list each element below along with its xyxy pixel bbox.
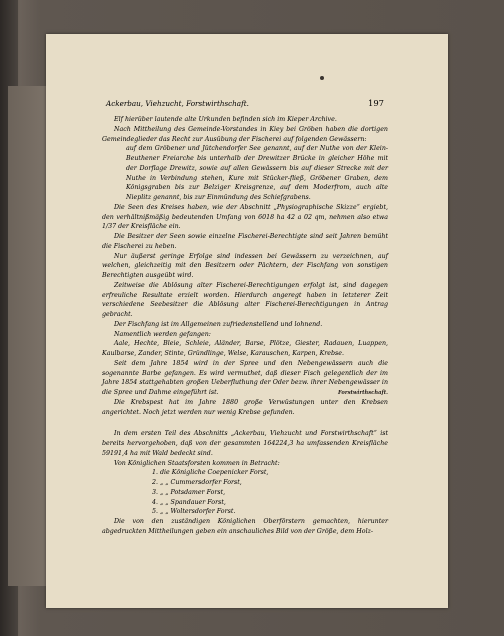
book-page: [46, 34, 448, 608]
paragraph: Die Besitzer der Seen sowie einzelne Fischerei-Berechtigte sind seit Jahren bemüht die Fischerei zu heben.: [102, 233, 388, 250]
paragraph: Zeitweise die Ablösung alter Fischerei-Berechtigungen erfolgt ist, sind dagegen erfreuliche Resultate erzielt worden. Hierdurch angeregt haben in letzterer Zeit verschiedene Seebesitzer die Ablösung alter Fischerei-Berechtigungen in Antrag gebracht.: [102, 281, 388, 318]
page-body: [102, 115, 388, 537]
page-number: 197: [368, 98, 384, 108]
forest-list-item: 3. „ „ Potsdamer Forst,: [152, 488, 226, 496]
paragraph: Die Seen des Kreises haben, wie der Abschnitt „Physiographische Skizze“ ergiebt, den verhältnißmäßig bedeutenden Umfang von 6018 ha 42 a 02 qm, nehmen also etwa 1/37 der Kreisfläche ein.: [102, 203, 388, 231]
section-intro: In dem ersten Teil des Abschnitts „Ackerbau, Viehzucht und Forstwirthschaft“ ist bereits hervorgehoben, daß von der gesammten 164224,3 ha umfassenden Kreisfläche 59191,4 ha mit Wald bedeckt sind.: [102, 430, 388, 457]
forest-list-item: 4. „ „ Spandauer Forst,: [152, 498, 226, 506]
paragraph: Elf hierüber lautende alte Urkunden befinden sich im Kieper Archive.: [114, 116, 337, 123]
paragraph: Aale, Hechte, Bleie, Schleie, Aländer, Barse, Plötze, Giester, Radauen, Luappen, Kaulbarse, Zander, Stinte, Gründlinge, Welse, Karauschen, Karpen, Krebse.: [102, 340, 388, 357]
paragraph: Seit dem Jahre 1854 wird in der Spree und den Nebengewässern auch die sogenannte Barbe gefangen. Es wird vermuthet, daß dieser Fisch gelegentlich der im Jahre 1854 stattgehabten großen Ueberfluthung der Oder bezw. ihrer Nebengewässer in die Spree und Dahme eingeführt ist.: [102, 359, 388, 396]
forest-list-item: 1. die Königliche Coepenicker Forst,: [152, 469, 269, 477]
paragraph: Nur äußerst geringe Erfolge sind indessen bei Gewässern zu verzeichnen, auf welchen, gleichzeitig mit den Besitzern oder Pächtern, der Fischfang von sonstigen Berechtigten ausgeübt wird.: [102, 252, 388, 279]
page-header: [106, 99, 384, 108]
paragraph: Namentlich werden gefangen:: [114, 330, 211, 338]
paragraph: Der Fischfang ist im Allgemeinen zufriedenstellend und lohnend.: [114, 320, 323, 328]
paragraph: Die Krebspest hat im Jahre 1880 große Verwüstungen unter den Krebsen angerichtet. Noch jetzt werden nur wenig Krebse gefunden.: [102, 398, 388, 416]
margin-note: Forstwirthschaft.: [338, 390, 388, 396]
page-speck: [320, 76, 324, 80]
closing-paragraph: Die von den zuständigen Königlichen Oberförstern gemachten, hierunter abgedruckten Mittheilungen geben ein anschauliches Bild von der Größe, dem Holz-: [102, 518, 388, 535]
previous-page-edge: [8, 86, 46, 586]
section-gap: [102, 417, 388, 429]
running-title: Ackerbau, Viehzucht, Forstwirthschaft.: [106, 99, 249, 108]
forest-list-item: 2. „ „ Cummersdorfer Forst,: [152, 479, 242, 486]
forest-list-item: 5. „ „ Woltersdorfer Forst.: [152, 508, 236, 516]
paragraph: Nach Mittheilung des Gemeinde-Vorstandes in Kiey bei Gröben haben die dortigen Gemeindeglieder das Recht zur Ausübung der Fischerei auf folgenden Gewässern:: [102, 125, 388, 143]
list-intro: Von Königlichen Staatsforsten kommen in Betracht:: [114, 459, 280, 467]
paragraph: auf dem Gröbener und Jütchendorfer See genannt, auf der Nuthe von der Klein-Beuthener Freiarche bis unterhalb der Drewitzer Brücke in gleicher Höhe mit der Dorflage Drewitz, sowie auf allen Gewässern bis auf dieser Strecke mit der Nuthe in Verbindung stehen, Kure mit Stücker-fließ, Gröbener Graben, dem Königsgraben bis zur Belziger Kreisgrenze, auf dem Moderfrom, auch alte Nieplitz genannt, bis zur Einmündung des Schiefgrabens.: [126, 145, 388, 201]
